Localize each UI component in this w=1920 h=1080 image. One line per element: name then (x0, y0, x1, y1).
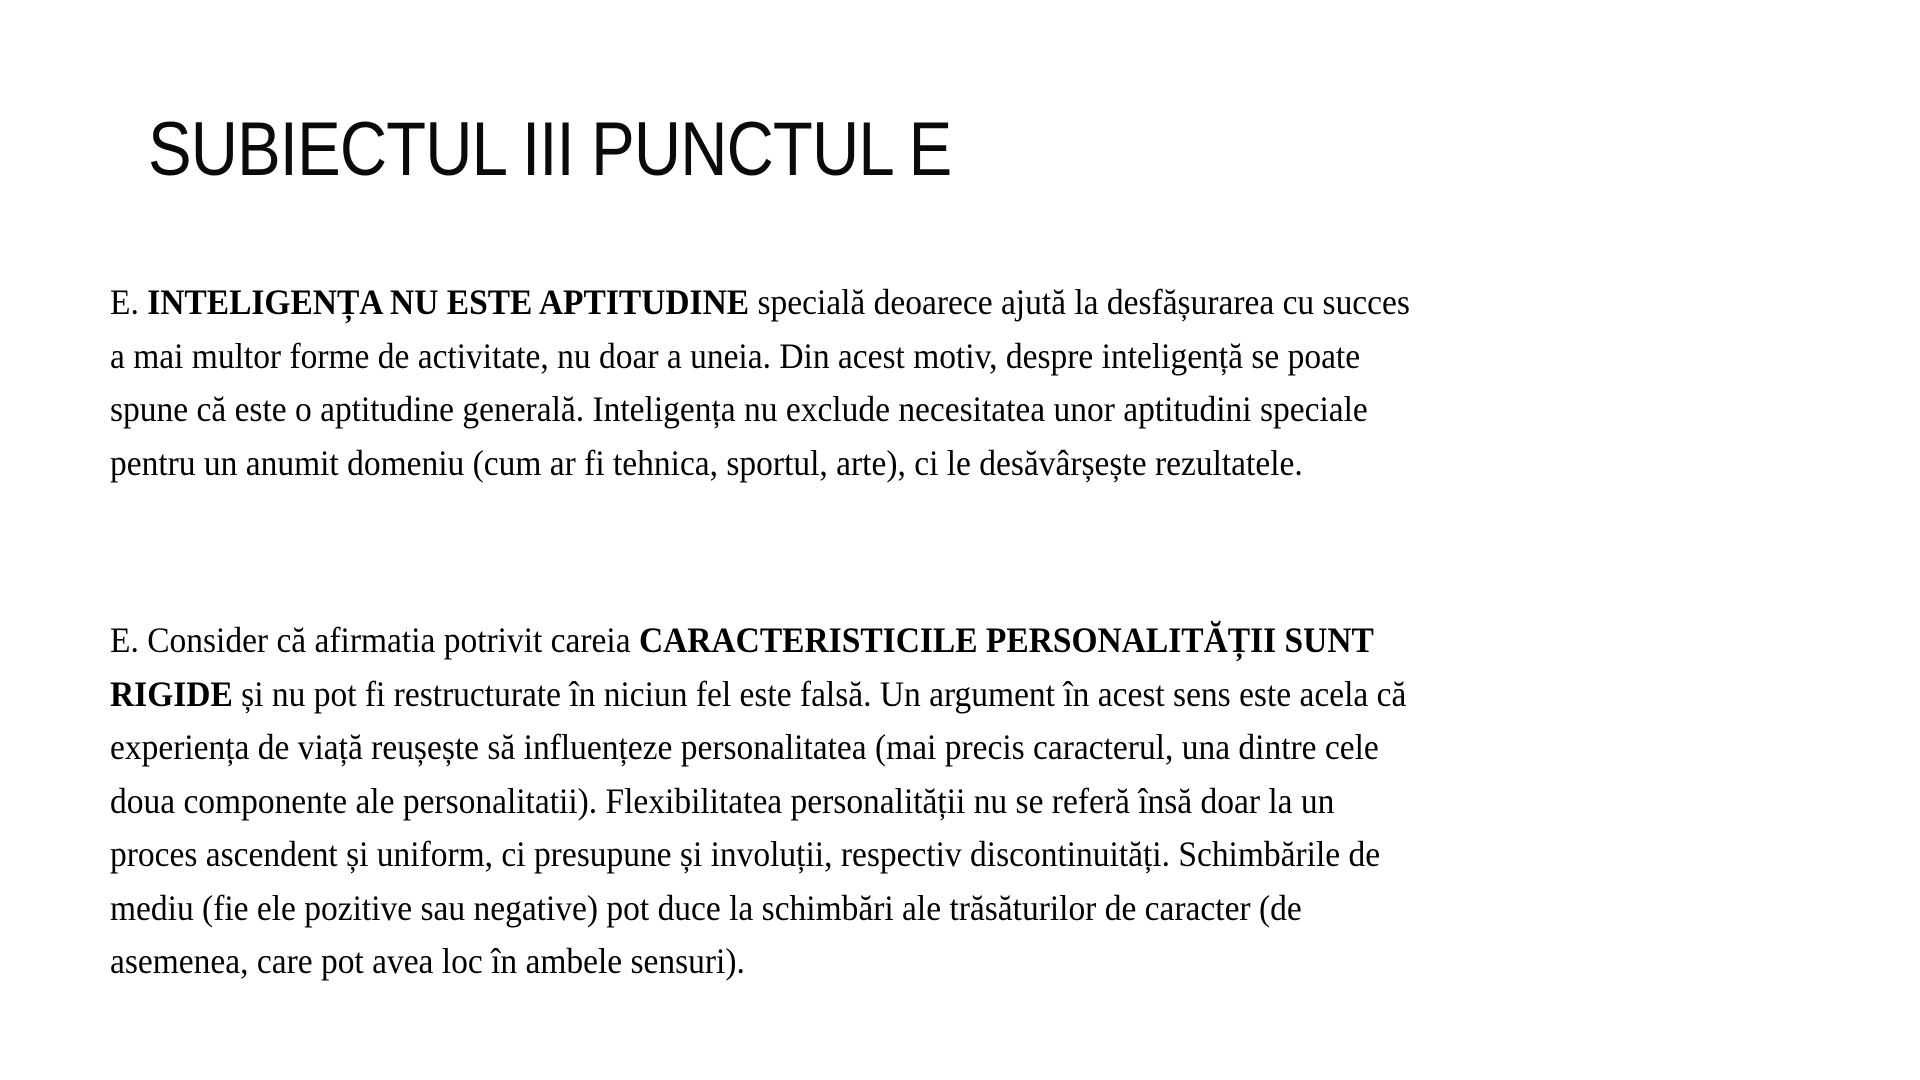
text-run: mediu (fie ele pozitive sau negative) pot duce la schimbări ale trăsăturilor de caracter (de (110, 887, 1302, 928)
text-run: E. (110, 282, 148, 322)
text-line (110, 330, 1635, 384)
text-line (110, 437, 1635, 491)
text-line (110, 276, 1635, 330)
text-line (110, 383, 1635, 437)
text-run: pentru un anumit domeniu (cum ar fi tehnica, sportul, arte), ci le desăvârșește rezultatele. (110, 442, 1303, 483)
text-line (110, 775, 1635, 829)
text-line (110, 935, 1635, 989)
text-run: proces ascendent și uniform, ci presupune și involuții, respectiv discontinuități. Schimbările de (110, 834, 1381, 874)
text-run-bold: CARACTERISTICILE PERSONALITĂȚII SUNT (638, 620, 1374, 660)
text-run-bold: RIGIDE (110, 673, 233, 714)
text-block-inteligenta (110, 276, 1750, 490)
text-block-personalitate (110, 614, 1750, 989)
slide-title: SUBIECTUL III PUNCTUL E (148, 107, 952, 192)
text-line (110, 614, 1635, 668)
text-run: E. Consider că afirmatia potrivit careia (110, 620, 639, 660)
text-run: asemenea, care pot avea loc în ambele sensuri). (110, 941, 745, 981)
text-run: spune că este o aptitudine generală. Inteligența nu exclude necesitatea unor aptitudini speciale (110, 389, 1368, 429)
text-run: doua componente ale personalitatii). Flexibilitatea personalității nu se referă însă doar la un (110, 780, 1335, 821)
text-line (110, 721, 1635, 775)
text-run: a mai multor forme de activitate, nu doar a uneia. Din acest motiv, despre inteligență se poate (110, 335, 1361, 376)
text-run: și nu pot fi restructurate în niciun fel este falsă. Un argument în acest sens este acela că (232, 673, 1407, 714)
text-run: experiența de viață reușește să influențeze personalitatea (mai precis caracterul, una dintre cele (110, 727, 1379, 767)
text-line (110, 882, 1635, 936)
text-run: specială deoarece ajută la desfășurarea cu succes (749, 282, 1410, 322)
text-line (110, 828, 1635, 882)
text-run-bold: INTELIGENȚA NU ESTE APTITUDINE (147, 282, 750, 322)
text-line (110, 668, 1635, 722)
